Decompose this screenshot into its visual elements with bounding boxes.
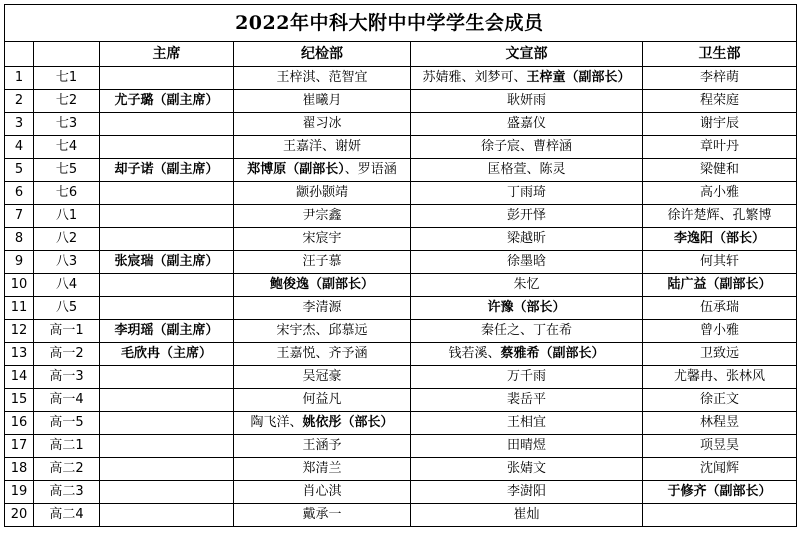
discipline-cell[interactable] (234, 412, 411, 435)
member-name: 裴岳平 (506, 392, 546, 407)
row-number-cell[interactable]: 16 (5, 412, 34, 435)
row-number-cell[interactable]: 6 (5, 182, 34, 205)
member-name: 吴冠豪 (302, 369, 342, 384)
member-name: 林程昱 (700, 415, 740, 430)
literature-cell[interactable] (411, 366, 643, 389)
header-chair[interactable]: 主席 (100, 42, 234, 67)
member-name: 朱忆 (513, 277, 540, 292)
literature-cell[interactable] (411, 389, 643, 412)
literature-cell[interactable] (411, 159, 643, 182)
member-name: 肖心淇 (302, 484, 342, 499)
member-name: 项昱昊 (700, 438, 740, 453)
student-council-table (4, 4, 797, 527)
health-cell[interactable] (643, 366, 797, 389)
member-name: 戴承一 (302, 507, 342, 522)
chair-cell[interactable] (100, 504, 234, 527)
table-row (5, 228, 797, 251)
row-number-cell[interactable]: 20 (5, 504, 34, 527)
table-row (5, 458, 797, 481)
member-name: 程荣庭 (700, 93, 740, 108)
health-cell[interactable] (643, 159, 797, 182)
row-number-cell[interactable]: 3 (5, 113, 34, 136)
table-row (5, 320, 797, 343)
member-name: 盛嘉仪 (506, 116, 546, 131)
header-class-cell[interactable] (34, 42, 100, 67)
table-row (5, 481, 797, 504)
member-name: 张婧文 (506, 461, 546, 476)
member-name: 王梓童（副部长） (526, 70, 631, 85)
member-name: 、罗语涵 (344, 162, 397, 177)
member-name: 鲍俊逸（副部长） (269, 277, 374, 292)
table-row (5, 136, 797, 159)
member-name: 王相宜 (506, 415, 546, 430)
chair-cell[interactable] (100, 297, 234, 320)
member-name: 秦任之、丁在希 (480, 323, 572, 338)
health-cell[interactable] (643, 412, 797, 435)
row-number-cell[interactable]: 7 (5, 205, 34, 228)
member-name: 宋宇杰、邱慕远 (276, 323, 368, 338)
table-row (5, 90, 797, 113)
table-row (5, 182, 797, 205)
literature-cell[interactable] (411, 297, 643, 320)
literature-cell[interactable] (411, 504, 643, 527)
chair-cell[interactable] (100, 136, 234, 159)
member-name: 姚依彤（部长） (302, 415, 394, 430)
member-name: 高小雅 (700, 185, 740, 200)
member-name: 却子诺（副主席） (114, 162, 219, 177)
health-cell[interactable] (643, 113, 797, 136)
health-cell[interactable] (643, 343, 797, 366)
sheet-title[interactable]: 2022年中科大附中中学学生会成员 (100, 5, 797, 42)
discipline-cell[interactable] (234, 343, 411, 366)
table-row (5, 343, 797, 366)
member-name: 李梓萌 (700, 70, 740, 85)
row-number-cell[interactable]: 12 (5, 320, 34, 343)
chair-cell[interactable] (100, 320, 234, 343)
chair-cell[interactable] (100, 343, 234, 366)
member-name: 谢宇辰 (700, 116, 740, 131)
member-name: 沈闻辉 (700, 461, 740, 476)
health-cell[interactable] (643, 251, 797, 274)
discipline-cell[interactable] (234, 90, 411, 113)
member-name: 王梓淇、范智宜 (276, 70, 368, 85)
class-cell[interactable]: 八3 (34, 251, 100, 274)
discipline-cell[interactable] (234, 205, 411, 228)
member-name: 郑博原（副部长） (247, 162, 345, 177)
chair-cell[interactable] (100, 366, 234, 389)
class-cell[interactable]: 八2 (34, 228, 100, 251)
discipline-cell[interactable] (234, 320, 411, 343)
table-row (5, 366, 797, 389)
chair-cell[interactable] (100, 228, 234, 251)
discipline-cell[interactable] (234, 297, 411, 320)
member-name: 曾小雅 (700, 323, 740, 338)
class-cell[interactable]: 七3 (34, 113, 100, 136)
chair-cell[interactable] (100, 159, 234, 182)
discipline-cell[interactable] (234, 504, 411, 527)
member-name: 王嘉悦、齐予涵 (276, 346, 368, 361)
discipline-cell[interactable] (234, 251, 411, 274)
table-row (5, 297, 797, 320)
literature-cell[interactable] (411, 274, 643, 297)
discipline-cell[interactable] (234, 228, 411, 251)
member-name: 伍承瑞 (700, 300, 740, 315)
health-cell[interactable] (643, 228, 797, 251)
class-cell[interactable]: 高一2 (34, 343, 100, 366)
header-discipline[interactable]: 纪检部 (234, 42, 411, 67)
member-name: 耿妍雨 (506, 93, 546, 108)
member-name: 蔡雅希（副部长） (500, 346, 605, 361)
member-name: 翟习冰 (302, 116, 342, 131)
member-name: 陶飞洋、 (250, 415, 303, 430)
table-row (5, 159, 797, 182)
row-number-cell[interactable]: 2 (5, 90, 34, 113)
class-cell[interactable]: 高二4 (34, 504, 100, 527)
member-name: 许豫（部长） (487, 300, 566, 315)
member-name: 章叶丹 (700, 139, 740, 154)
discipline-cell[interactable] (234, 435, 411, 458)
member-name: 梁越昕 (506, 231, 546, 246)
class-cell[interactable]: 八1 (34, 205, 100, 228)
chair-cell[interactable] (100, 435, 234, 458)
literature-cell[interactable] (411, 481, 643, 504)
row-number-cell[interactable]: 13 (5, 343, 34, 366)
literature-cell[interactable] (411, 251, 643, 274)
chair-cell[interactable] (100, 182, 234, 205)
health-cell[interactable] (643, 458, 797, 481)
class-cell[interactable]: 七6 (34, 182, 100, 205)
row-number-cell[interactable]: 1 (5, 67, 34, 90)
literature-cell[interactable] (411, 320, 643, 343)
literature-cell[interactable] (411, 412, 643, 435)
class-cell[interactable]: 七2 (34, 90, 100, 113)
health-cell[interactable] (643, 320, 797, 343)
row-number-cell[interactable]: 4 (5, 136, 34, 159)
title-spacer-cell[interactable] (5, 5, 100, 42)
row-number-cell[interactable]: 10 (5, 274, 34, 297)
chair-cell[interactable] (100, 412, 234, 435)
discipline-cell[interactable] (234, 113, 411, 136)
discipline-cell[interactable] (234, 136, 411, 159)
health-cell[interactable] (643, 481, 797, 504)
chair-cell[interactable] (100, 90, 234, 113)
chair-cell[interactable] (100, 458, 234, 481)
class-cell[interactable]: 八4 (34, 274, 100, 297)
health-cell[interactable] (643, 90, 797, 113)
member-name: 李玥瑶（副主席） (114, 323, 219, 338)
literature-cell[interactable] (411, 90, 643, 113)
member-name: 毛欣冉（主席） (120, 346, 212, 361)
class-cell[interactable]: 七4 (34, 136, 100, 159)
chair-cell[interactable] (100, 113, 234, 136)
row-number-cell[interactable]: 19 (5, 481, 34, 504)
member-name: 崔曦月 (302, 93, 342, 108)
table-row (5, 113, 797, 136)
row-number-cell[interactable]: 11 (5, 297, 34, 320)
literature-cell[interactable] (411, 113, 643, 136)
title-row (5, 5, 797, 42)
row-number-cell[interactable]: 8 (5, 228, 34, 251)
table-row (5, 389, 797, 412)
discipline-cell[interactable] (234, 182, 411, 205)
class-cell[interactable]: 高二3 (34, 481, 100, 504)
header-row (5, 42, 797, 67)
member-name: 钱若溪、 (448, 346, 501, 361)
chair-cell[interactable] (100, 205, 234, 228)
member-name: 徐正文 (700, 392, 740, 407)
class-cell[interactable]: 高一3 (34, 366, 100, 389)
health-cell[interactable] (643, 297, 797, 320)
member-name: 徐子宸、曹梓涵 (480, 139, 572, 154)
member-name: 尤馨冉、张林风 (674, 369, 766, 384)
discipline-cell[interactable] (234, 67, 411, 90)
row-number-cell[interactable]: 18 (5, 458, 34, 481)
row-number-cell[interactable]: 9 (5, 251, 34, 274)
member-name: 郑清兰 (302, 461, 342, 476)
member-name: 张宸瑞（副主席） (114, 254, 219, 269)
header-health[interactable]: 卫生部 (643, 42, 797, 67)
member-name: 颛孙颢靖 (295, 185, 348, 200)
row-number-cell[interactable]: 15 (5, 389, 34, 412)
discipline-cell[interactable] (234, 159, 411, 182)
class-cell[interactable]: 高一1 (34, 320, 100, 343)
class-cell[interactable]: 七5 (34, 159, 100, 182)
member-name: 徐许楚辉、孔繁博 (667, 208, 772, 223)
member-name: 田晴煜 (506, 438, 546, 453)
discipline-cell[interactable] (234, 389, 411, 412)
table-row (5, 205, 797, 228)
chair-cell[interactable] (100, 251, 234, 274)
member-name: 卫致远 (700, 346, 740, 361)
member-name: 丁雨琦 (506, 185, 546, 200)
member-name: 李逸阳（部长） (674, 231, 766, 246)
chair-cell[interactable] (100, 389, 234, 412)
literature-cell[interactable] (411, 435, 643, 458)
chair-cell[interactable] (100, 67, 234, 90)
discipline-cell[interactable] (234, 458, 411, 481)
member-name: 陆广益（副部长） (667, 277, 772, 292)
member-name: 王涵予 (302, 438, 342, 453)
member-name: 于修齐（副部长） (667, 484, 772, 499)
health-cell[interactable] (643, 136, 797, 159)
literature-cell[interactable] (411, 343, 643, 366)
row-number-cell[interactable]: 17 (5, 435, 34, 458)
member-name: 李澍阳 (506, 484, 546, 499)
member-name: 王嘉洋、谢妍 (282, 139, 361, 154)
row-number-cell[interactable]: 5 (5, 159, 34, 182)
member-name: 尹宗鑫 (302, 208, 342, 223)
member-name: 彭开怿 (506, 208, 546, 223)
header-literature[interactable]: 文宣部 (411, 42, 643, 67)
literature-cell[interactable] (411, 205, 643, 228)
table-row (5, 251, 797, 274)
health-cell[interactable] (643, 205, 797, 228)
health-cell[interactable] (643, 435, 797, 458)
discipline-cell[interactable] (234, 481, 411, 504)
chair-cell[interactable] (100, 481, 234, 504)
class-cell[interactable]: 高二2 (34, 458, 100, 481)
table-row (5, 412, 797, 435)
chair-cell[interactable] (100, 274, 234, 297)
member-name: 何益凡 (302, 392, 342, 407)
table-row (5, 67, 797, 90)
member-name: 梁健和 (700, 162, 740, 177)
discipline-cell[interactable] (234, 274, 411, 297)
header-number-cell[interactable] (5, 42, 34, 67)
member-name: 崔灿 (513, 507, 540, 522)
literature-cell[interactable] (411, 228, 643, 251)
health-cell[interactable] (643, 274, 797, 297)
member-name: 汪子慕 (302, 254, 342, 269)
health-cell[interactable] (643, 389, 797, 412)
table-row (5, 274, 797, 297)
class-cell[interactable]: 七1 (34, 67, 100, 90)
literature-cell[interactable] (411, 136, 643, 159)
literature-cell[interactable] (411, 458, 643, 481)
table-row (5, 435, 797, 458)
member-name: 尤子璐（副主席） (114, 93, 219, 108)
literature-cell[interactable] (411, 182, 643, 205)
member-name: 苏婧雅、刘梦可、 (422, 70, 527, 85)
member-name: 万千雨 (506, 369, 546, 384)
member-name: 徐墨晗 (506, 254, 546, 269)
member-name: 李清源 (302, 300, 342, 315)
member-name: 宋宸宇 (302, 231, 342, 246)
member-name: 匡格萱、陈灵 (487, 162, 566, 177)
row-number-cell[interactable]: 14 (5, 366, 34, 389)
class-cell[interactable]: 高一4 (34, 389, 100, 412)
class-cell[interactable]: 八5 (34, 297, 100, 320)
class-cell[interactable]: 高二1 (34, 435, 100, 458)
literature-cell[interactable] (411, 67, 643, 90)
health-cell[interactable] (643, 504, 797, 527)
health-cell[interactable] (643, 67, 797, 90)
member-name: 何其轩 (700, 254, 740, 269)
class-cell[interactable]: 高一5 (34, 412, 100, 435)
health-cell[interactable] (643, 182, 797, 205)
table-row (5, 504, 797, 527)
discipline-cell[interactable] (234, 366, 411, 389)
